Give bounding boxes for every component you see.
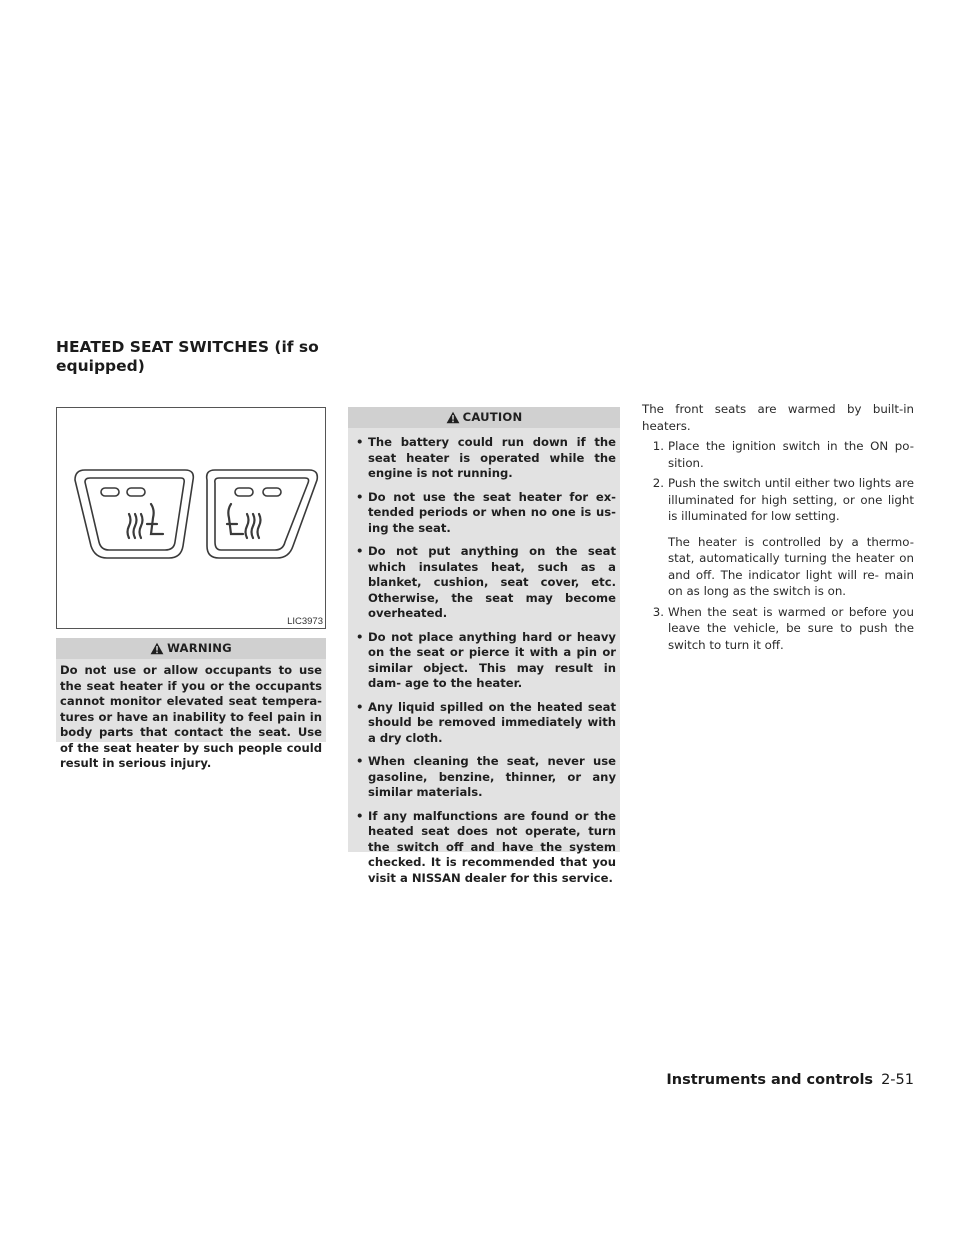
- heated-seat-switch-figure: [56, 407, 326, 629]
- page-number: 2-51: [881, 1072, 914, 1088]
- caution-item: • Do not put anything on the seat which insulates heat, such as a blanket, cushion, seat cover, etc. Otherwise, the seat may become overheated.: [352, 544, 616, 622]
- caution-item: • If any malfunctions are found or the heated seat does not operate, turn the switch off and have the system checked. It is recommended that you visit a NISSAN dealer for this service.: [352, 809, 616, 887]
- step-item: [642, 438, 914, 471]
- steps-list: [642, 438, 914, 525]
- figure-label: LIC3973: [287, 616, 323, 627]
- warning-box: [56, 638, 326, 770]
- caution-header: [348, 407, 620, 428]
- warning-title: WARNING: [167, 640, 232, 655]
- step-number: 1.: [652, 439, 664, 453]
- caution-item: • When cleaning the seat, never use gasoline, benzine, thinner, or any similar materials.: [352, 754, 616, 801]
- step-text: Place the ignition switch in the ON po- sition.: [668, 439, 914, 470]
- section-title: HEATED SEAT SWITCHES (if so equipped): [56, 338, 319, 375]
- intro-text: The front seats are warmed by built-in heaters.: [642, 402, 914, 433]
- step-text: Push the switch until either two lights are illuminated for high setting, or one light is illuminated for low setting.: [668, 476, 914, 523]
- caution-box: [348, 407, 620, 885]
- caution-item: • Do not place anything hard or heavy on the seat or pierce it with a pin or similar object. This may result in dam- age to the heater.: [352, 630, 616, 692]
- caution-triangle-icon: [446, 411, 460, 424]
- caution-title: CAUTION: [462, 409, 523, 424]
- step-item: [642, 475, 914, 525]
- step-number: 3.: [652, 604, 664, 619]
- page-footer: [666, 1072, 914, 1088]
- caution-list: [348, 428, 620, 886]
- heated-seat-switch-illustration: [57, 408, 325, 628]
- steps-list-continued: [642, 604, 914, 654]
- caution-item: • Any liquid spilled on the heated seat should be removed immediately with a dry cloth.: [352, 700, 616, 747]
- warning-text: Do not use or allow occupants to use the seat heater if you or the occupants cannot monitor elevated seat tempera- tures or have an inability to feel pain in body parts that contact the seat. Use of the seat heater by such people could result in serious injury.: [60, 663, 322, 770]
- instructions-column: [642, 401, 914, 653]
- warning-triangle-icon: [150, 642, 164, 655]
- step-number: 2.: [652, 476, 664, 490]
- step-note: The heater is controlled by a thermo- stat, automatically turning the heater on and off. The indicator light will re- main on as long as the switch is on.: [668, 534, 914, 598]
- step-item: [642, 604, 914, 654]
- step-text: When the seat is warmed or before you leave the vehicle, be sure to push the switch to turn it off.: [668, 604, 914, 652]
- chapter-title: Instruments and controls: [666, 1072, 874, 1088]
- caution-item: • The battery could run down if the seat heater is operated while the engine is not running.: [352, 435, 616, 482]
- warning-header: [56, 638, 326, 659]
- caution-item: • Do not use the seat heater for ex- tended periods or when no one is us- ing the seat.: [352, 490, 616, 537]
